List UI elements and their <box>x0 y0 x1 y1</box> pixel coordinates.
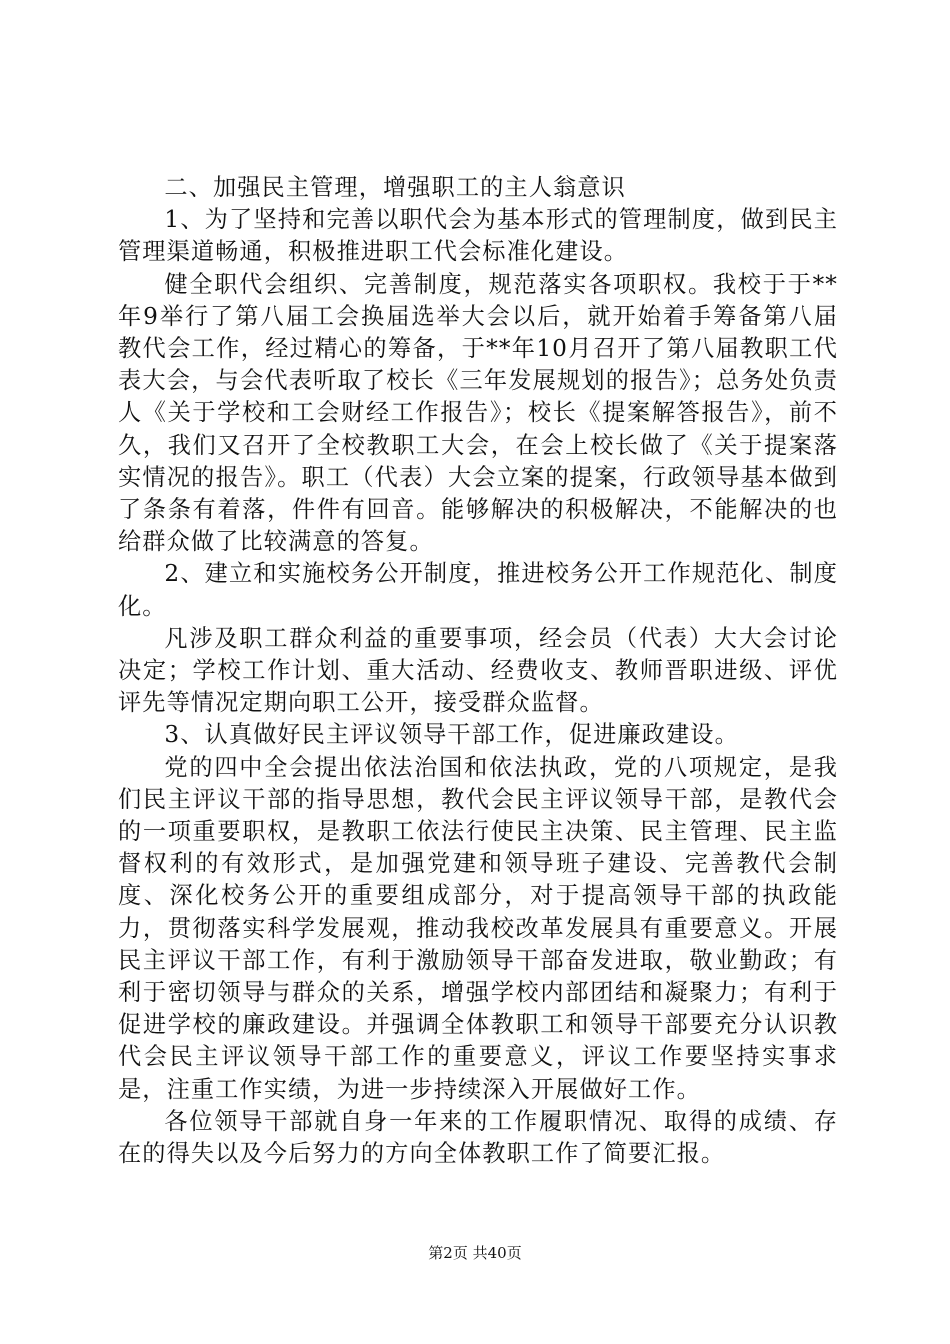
paragraph-report-summary: 各位领导干部就自身一年来的工作履职情况、取得的成绩、存在的得失以及今后努力的方向全体教职工作了简要汇报。 <box>118 1107 838 1168</box>
paragraph-item-3: 3、认真做好民主评议领导干部工作，促进廉政建设。 <box>164 721 739 749</box>
paragraph-congress-details: 健全职代会组织、完善制度，规范落实各项职权。我校于于**年9举行了第八届工会换届选举大会以后，就开始着手筹备第八届教代会工作，经过精心的筹备，于**年10月召开了第八届教职工代表大会，与会代表听取了校长《三年发展规划的报告》；总务处负责人《关于学校和工会财经工作报告》；校长《提案解答报告》，前不久，我们又召开了全校教职工大会，在会上校长做了《关于提案落实情况的报告》。职工（代表）大会立案的提案，行政领导基本做到了条条有着落，件件有回音。能够解决的积极解决，不能解决的也给群众做了比较满意的答复。 <box>118 270 838 556</box>
document-body <box>118 172 838 1170</box>
paragraph-evaluation-details: 党的四中全会提出依法治国和依法执政，党的八项规定，是我们民主评议干部的指导思想，教代会民主评议领导干部，是教代会的一项重要职权，是教职工依法行使民主决策、民主管理、民主监督权利的有效形式，是加强党建和领导班子建设、完善教代会制度、深化校务公开的重要组成部分，对于提高领导干部的执政能力，贯彻落实科学发展观，推动我校改革发展具有重要意义。开展民主评议干部工作，有利于激励领导干部奋发进取，敬业勤政；有利于密切领导与群众的关系，增强学校内部团结和凝聚力；有利于促进学校的廉政建设。并强调全体教职工和领导干部要充分认识教代会民主评议领导干部工作的重要意义，评议工作要坚持实事求是，注重工作实绩，为进一步持续深入开展做好工作。 <box>118 753 838 1103</box>
page-number-footer: 第2页 共40页 <box>428 1244 522 1262</box>
paragraph-item-2: 2、建立和实施校务公开制度，推进校务公开工作规范化、制度化。 <box>118 560 838 620</box>
paragraph-disclosure-details: 凡涉及职工群众利益的重要事项，经会员（代表）大大会讨论决定；学校工作计划、重大活动、经费收支、教师晋职进级、评优评先等情况定期向职工公开，接受群众监督。 <box>118 624 838 717</box>
section-heading: 二、加强民主管理，增强职工的主人翁意识 <box>164 174 626 201</box>
paragraph-item-1: 1、为了坚持和完善以职代会为基本形式的管理制度，做到民主管理渠道畅通，积极推进职工代会标准化建设。 <box>118 206 838 266</box>
